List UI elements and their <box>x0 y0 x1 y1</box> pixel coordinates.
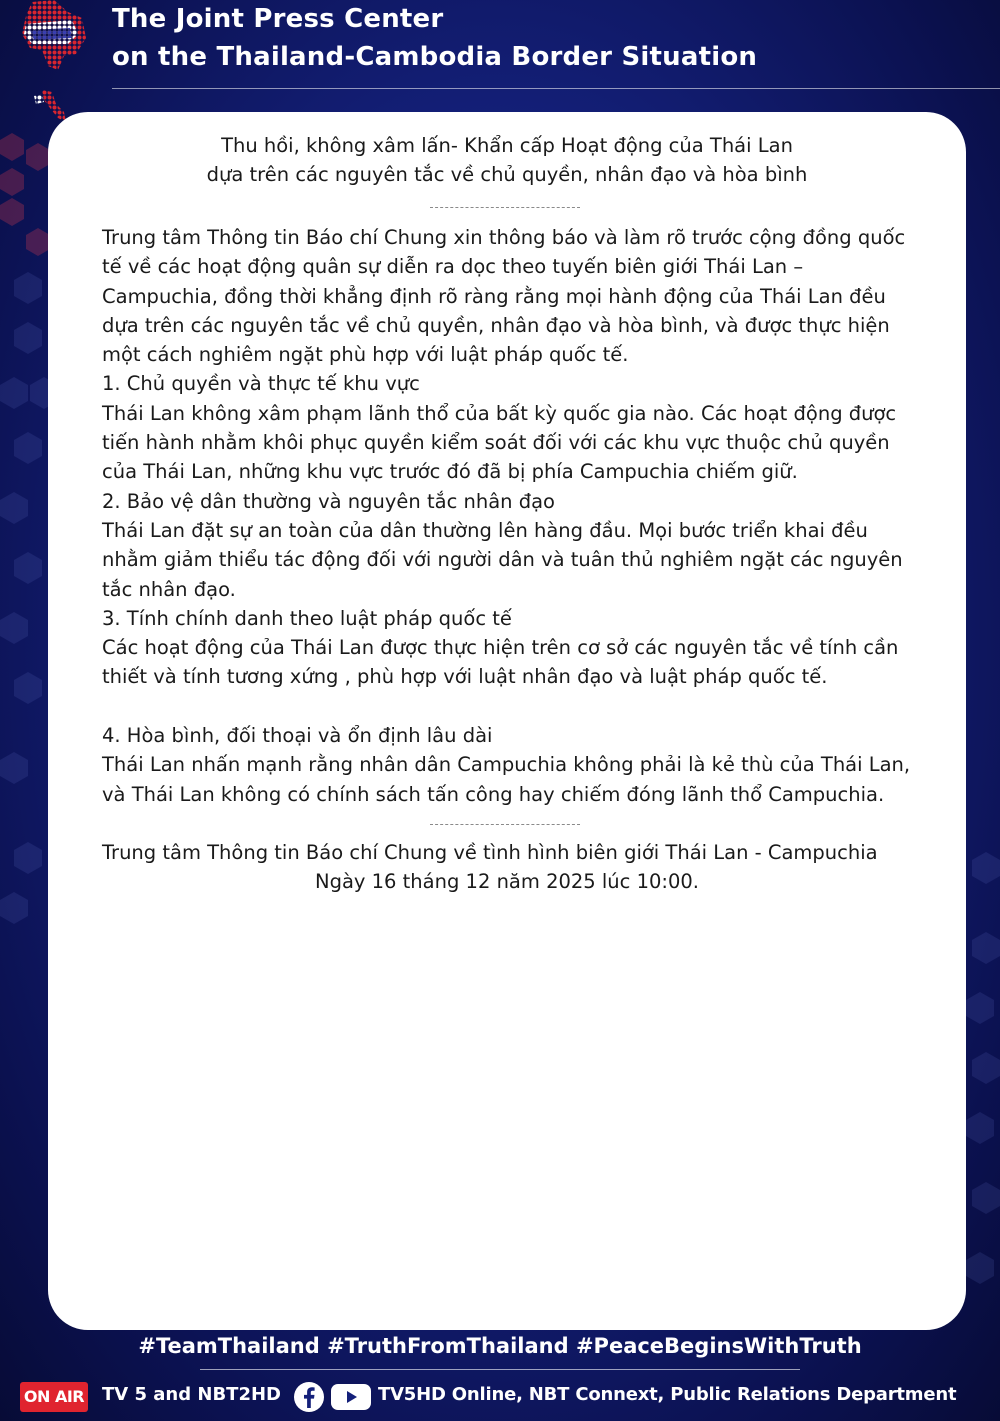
document-card <box>48 112 966 1330</box>
document-body <box>102 223 922 809</box>
facebook-icon[interactable] <box>293 1381 325 1413</box>
section-1-line: Thái Lan không xâm phạm lãnh thổ của bất kỳ quốc gia nào. Các hoạt động được <box>102 401 897 425</box>
header-title-line-2: on the Thailand-Cambodia Border Situation <box>112 42 758 72</box>
signature-divider <box>430 824 580 825</box>
signature-line-1: Trung tâm Thông tin Báo chí Chung về tình hình biên giới Thái Lan - Campuchia <box>102 841 878 864</box>
document-heading-line-2: dựa trên các nguyên tắc về chủ quyền, nhân đạo và hòa bình <box>206 163 808 186</box>
section-1-line: của Thái Lan, những khu vực trước đó đã bị phía Campuchia chiếm giữ. <box>102 460 798 484</box>
section-title-3: 3. Tính chính danh theo luật pháp quốc tế <box>102 606 512 630</box>
bottom-bar <box>0 1378 1000 1418</box>
on-air-badge: ON AIR <box>20 1382 88 1412</box>
footer-hashtags: #TeamThailand #TruthFromThailand #PeaceBeginsWithTruth <box>138 1334 862 1358</box>
section-4-line: Thái Lan nhấn mạnh rằng nhân dân Campuchia không phải là kẻ thù của Thái Lan, <box>102 753 911 777</box>
header <box>0 0 1000 110</box>
section-title-4: 4. Hòa bình, đối thoại và ổn định lâu dài <box>102 724 493 748</box>
footer-divider <box>200 1369 800 1370</box>
section-title-1: 1. Chủ quyền và thực tế khu vực <box>102 372 420 396</box>
thailand-map-logo-icon <box>12 0 102 125</box>
signature-date: Ngày 16 tháng 12 năm 2025 lúc 10:00. <box>315 870 699 893</box>
intro-line: một cách nghiêm ngặt phù hợp với luật pháp quốc tế. <box>102 343 629 367</box>
intro-line: Trung tâm Thông tin Báo chí Chung xin thông báo và làm rõ trước cộng đồng quốc <box>102 226 906 249</box>
section-3-line: Các hoạt động của Thái Lan được thực hiện trên cơ sở các nguyên tắc về tính cần <box>102 636 899 660</box>
section-2-line: Thái Lan đặt sự an toàn của dân thường lên hàng đầu. Mọi bước triển khai đều <box>102 518 868 542</box>
header-title-line-1: The Joint Press Center <box>112 4 444 34</box>
section-4-line: và Thái Lan không có chính sách tấn công hay chiếm đóng lãnh thổ Campuchia. <box>102 782 885 806</box>
document-heading-line-1: Thu hồi, không xâm lấn- Khẩn cấp Hoạt động của Thái Lan <box>221 134 793 157</box>
intro-line: dựa trên các nguyên tắc về chủ quyền, nhân đạo và hòa bình, và được thực hiện <box>102 313 890 337</box>
youtube-icon[interactable] <box>330 1383 372 1411</box>
heading-divider <box>430 207 580 208</box>
online-channels-text: TV5HD Online, NBT Connext, Public Relations Department <box>378 1384 957 1405</box>
intro-line: Campuchia, đồng thời khẳng định rõ ràng rằng mọi hành động của Thái Lan đều <box>102 284 886 308</box>
section-1-line: tiến hành nhằm khôi phục quyền kiểm soát đối với các khu vực thuộc chủ quyền <box>102 431 890 455</box>
channels-text: TV 5 and NBT2HD <box>102 1384 281 1405</box>
section-2-line: tắc nhân đạo. <box>102 577 236 601</box>
header-divider <box>112 88 1000 89</box>
section-title-2: 2. Bảo vệ dân thường và nguyên tắc nhân đạo <box>102 489 555 513</box>
section-2-line: nhằm giảm thiểu tác động đối với người dân và tuân thủ nghiêm ngặt các nguyên <box>102 548 903 572</box>
section-3-line: thiết và tính tương xứng , phù hợp với luật nhân đạo và luật pháp quốc tế. <box>102 665 828 689</box>
intro-line: tế về các hoạt động quân sự diễn ra dọc theo tuyến biên giới Thái Lan – <box>102 255 804 279</box>
paragraph-gap <box>102 692 922 721</box>
